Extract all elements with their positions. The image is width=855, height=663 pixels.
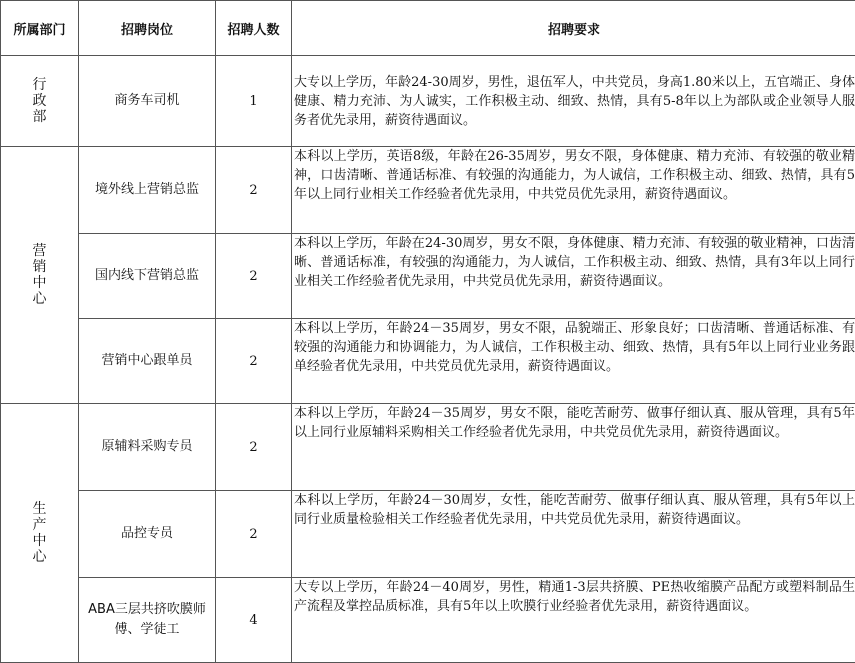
department-marketing: 营销中心 (1, 147, 79, 404)
position-cell: 商务车司机 (79, 56, 216, 147)
position-cell: 国内线下营销总监 (79, 234, 216, 319)
header-department: 所属部门 (1, 1, 79, 56)
department-production: 生产中心 (1, 404, 79, 663)
header-row (1, 1, 855, 56)
requirements-cell: 本科以上学历，年龄24－30周岁，女性，能吃苦耐劳、做事仔细认真、服从管理，具有5年以上同行业质量检验相关工作经验者优先录用，中共党员优先录用，薪资待遇面议。 (292, 491, 855, 578)
table-row (1, 319, 855, 404)
position-cell: 品控专员 (79, 491, 216, 578)
table-row (1, 147, 855, 234)
requirements-cell: 本科以上学历，年龄在24-30周岁，男女不限，身体健康、精力充沛、有较强的敬业精神，口齿清晰、普通话标准，有较强的沟通能力，为人诚信，工作积极主动、细致、热情，具有3年以上同行业相关工作经验者优先录用，中共党员优先录用，薪资待遇面议。 (292, 234, 855, 319)
table-row (1, 404, 855, 491)
requirements-cell: 本科以上学历，年龄24－35周岁，男女不限，能吃苦耐劳、做事仔细认真、服从管理，具有5年以上同行业原辅料采购相关工作经验者优先录用，中共党员优先录用，薪资待遇面议。 (292, 404, 855, 491)
position-cell: 境外线上营销总监 (79, 147, 216, 234)
count-cell: 1 (216, 56, 292, 147)
header-position: 招聘岗位 (79, 1, 216, 56)
department-admin: 行政部 (1, 56, 79, 147)
table-row (1, 491, 855, 578)
table-row (1, 234, 855, 319)
count-cell: 2 (216, 234, 292, 319)
table-row (1, 578, 855, 663)
requirements-cell: 本科以上学历，年龄24－35周岁，男女不限，品貌端正、形象良好；口齿清晰、普通话标准、有较强的沟通能力和协调能力，为人诚信，工作积极主动、细致、热情，具有5年以上同行业业务跟单经验者优先录用，中共党员优先录用，薪资待遇面议。 (292, 319, 855, 404)
position-cell: 原辅料采购专员 (79, 404, 216, 491)
header-requirements: 招聘要求 (292, 1, 855, 56)
count-cell: 2 (216, 147, 292, 234)
header-count: 招聘人数 (216, 1, 292, 56)
count-cell: 4 (216, 578, 292, 663)
count-cell: 2 (216, 404, 292, 491)
table-row (1, 56, 855, 147)
position-cell: ABA三层共挤吹膜师傅、学徒工 (79, 578, 216, 663)
requirements-cell: 大专以上学历，年龄24-30周岁，男性，退伍军人，中共党员，身高1.80米以上，五官端正、身体健康、精力充沛、为人诚实，工作积极主动、细致、热情，具有5-8年以上为部队或企业领导人服务者优先录用，薪资待遇面议。 (292, 56, 855, 147)
count-cell: 2 (216, 319, 292, 404)
requirements-cell: 大专以上学历，年龄24－40周岁，男性，精通1-3层共挤膜、PE热收缩膜产品配方或塑料制品生产流程及掌控品质标准，具有5年以上吹膜行业经验者优先录用，薪资待遇面议。 (292, 578, 855, 663)
requirements-cell: 本科以上学历，英语8级，年龄在26-35周岁，男女不限，身体健康、精力充沛、有较强的敬业精神，口齿清晰、普通话标准、有较强的沟通能力，为人诚信，工作积极主动、细致、热情，具有5年以上同行业相关工作经验者优先录用，中共党员优先录用，薪资待遇面议。 (292, 147, 855, 234)
count-cell: 2 (216, 491, 292, 578)
position-cell: 营销中心跟单员 (79, 319, 216, 404)
